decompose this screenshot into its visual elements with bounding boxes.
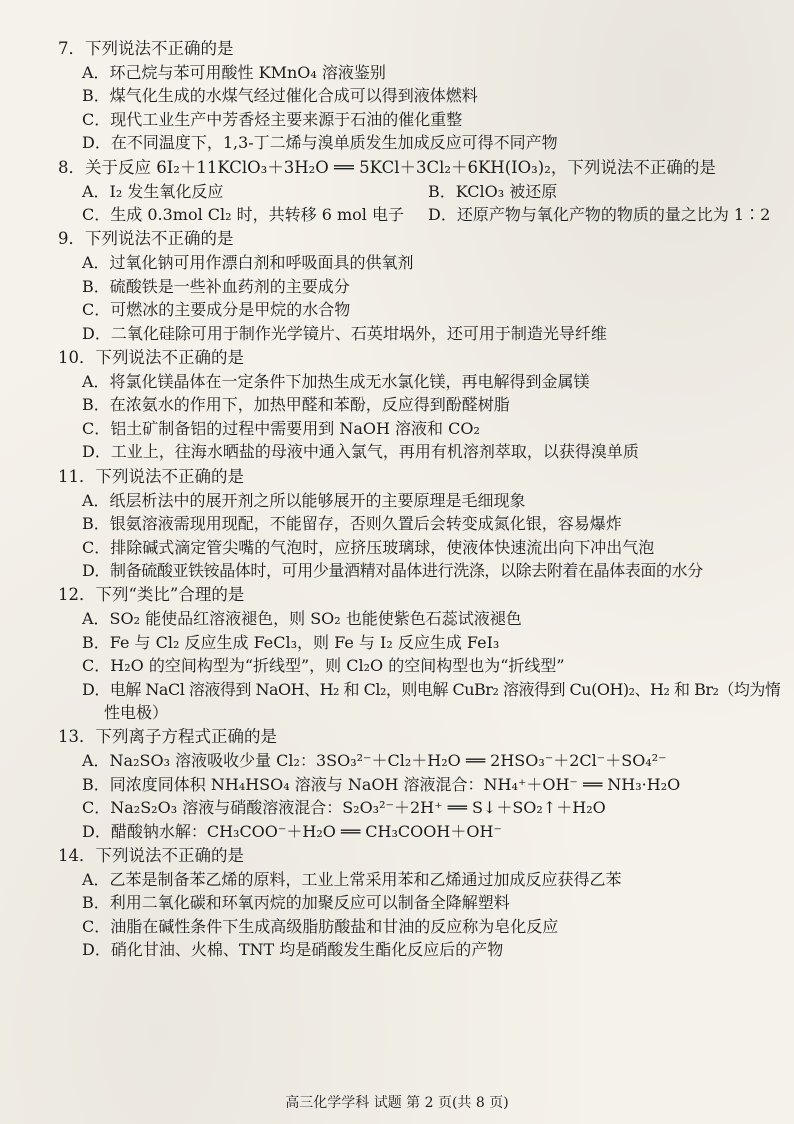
option-b: B．同浓度同体积 NH₄HSO₄ 溶液与 NaOH 溶液混合：NH₄⁺＋OH⁻ ══ NH₃·H₂O: [82, 774, 681, 794]
option-c: C．生成 0.3mol Cl₂ 时，共转移 6 mol 电子: [82, 205, 405, 225]
option-d: D．硝化甘油、火棉、TNT 均是硝酸发生酯化反应后的产物: [82, 940, 504, 960]
option-c: C．Na₂S₂O₃ 溶液与硝酸溶液混合：S₂O₃²⁻＋2H⁺ ══ S↓＋SO₂↑＋H₂O: [82, 798, 606, 818]
option-d: D．电解 NaCl 溶液得到 NaOH、H₂ 和 Cl₂，则电解 CuBr₂ 溶液得到 Cu(OH)₂、H₂ 和 Br₂（均为惰: [82, 679, 781, 699]
option-d: D．工业上，往海水晒盐的母液中通入氯气，再用有机溶剂萃取，以获得溴单质: [82, 442, 639, 462]
option-a: A．环己烷与苯可用酸性 KMnO₄ 溶液鉴别: [82, 63, 386, 82]
option-b: B．硫酸铁是一些补血药剂的主要成分: [82, 276, 350, 296]
option-c: C．现代工业生产中芳香烃主要来源于石油的催化重整: [82, 109, 463, 129]
option-b: B．KClO₃ 被还原: [428, 181, 558, 201]
option-a: A．I₂ 发生氧化反应: [82, 181, 224, 201]
option-d-continuation: 性电极）: [104, 702, 169, 722]
question-13: [58, 724, 778, 843]
option-c: C．排除碱式滴定管尖嘴的气泡时，应挤压玻璃球，使液体快速流出向下冲出气泡: [82, 537, 655, 557]
option-a: A．将氯化镁晶体在一定条件下加热生成无水氯化镁，再电解得到金属镁: [82, 372, 590, 392]
question-7: [58, 36, 778, 155]
option-d: D．制备硫酸亚铁铵晶体时，可用少量酒精对晶体进行洗涤，以除去附着在晶体表面的水分: [82, 560, 703, 580]
option-b: B．利用二氧化碳和环氧丙烷的加聚反应可以制备全降解塑料: [82, 893, 510, 913]
question-stem: 14．下列说法不正确的是: [58, 845, 244, 865]
question-stem: 13．下列离子方程式正确的是: [58, 727, 277, 747]
option-c: C．H₂O 的空间构型为“折线型”，则 Cl₂O 的空间构型也为“折线型”: [82, 656, 565, 676]
option-d: D．还原产物与氧化产物的物质的量之比为 1∶2: [428, 205, 771, 225]
option-b: B．煤气化生成的水煤气经过催化合成可以得到液体燃料: [82, 86, 478, 106]
question-10: [58, 345, 778, 464]
question-stem: 11．下列说法不正确的是: [58, 466, 244, 486]
option-a: A．Na₂SO₃ 溶液吸收少量 Cl₂：3SO₃²⁻＋Cl₂＋H₂O ══ 2HSO₃⁻＋2Cl⁻＋SO₄²⁻: [82, 751, 667, 771]
option-row: [58, 203, 778, 226]
question-list: [58, 36, 781, 962]
option-d: D．在不同温度下，1,3-丁二烯与溴单质发生加成反应可得不同产物: [82, 133, 558, 153]
question-stem: 12．下列“类比”合理的是: [58, 585, 245, 605]
page-footer: 高三化学学科 试题 第 2 页(共 8 页): [285, 1095, 509, 1111]
question-12: [58, 582, 781, 724]
option-a: A．过氧化钠可用作漂白剂和呼吸面具的供氧剂: [82, 253, 414, 273]
option-a: A．乙苯是制备苯乙烯的原料，工业上常采用苯和乙烯通过加成反应获得乙苯: [82, 869, 622, 889]
option-c: C．可燃冰的主要成分是甲烷的水合物: [82, 300, 351, 320]
option-c: C．油脂在碱性条件下生成高级脂肪酸盐和甘油的反应称为皂化反应: [82, 916, 559, 936]
question-8: [58, 155, 778, 227]
option-b: B．Fe 与 Cl₂ 反应生成 FeCl₃，则 Fe 与 I₂ 反应生成 FeI₃: [82, 632, 500, 652]
option-a: A．纸层析法中的展开剂之所以能够展开的主要原理是毛细现象: [82, 490, 526, 510]
option-a: A．SO₂ 能使品红溶液褪色，则 SO₂ 也能使紫色石蕊试液褪色: [82, 609, 522, 629]
option-c: C．铝土矿制备铝的过程中需要用到 NaOH 溶液和 CO₂: [82, 418, 480, 438]
question-14: [58, 843, 778, 962]
question-stem: 7．下列说法不正确的是: [58, 39, 234, 58]
question-stem: 9．下列说法不正确的是: [58, 229, 234, 249]
option-d: D．醋酸钠水解：CH₃COO⁻＋H₂O ══ CH₃COOH＋OH⁻: [82, 821, 502, 841]
question-stem: 8．关于反应 6I₂＋11KClO₃＋3H₂O ══ 5KCl＋3Cl₂＋6KH(IO₃)₂，下列说法不正确的是: [58, 157, 716, 177]
option-b: B．银氨溶液需现用现配，不能留存，否则久置后会转变成氮化银，容易爆炸: [82, 514, 622, 534]
question-9: [58, 226, 778, 345]
question-11: [58, 464, 778, 583]
option-d: D．二氧化硅除可用于制作光学镜片、石英坩埚外，还可用于制造光导纤维: [82, 323, 607, 343]
option-b: B．在浓氨水的作用下，加热甲醛和苯酚，反应得到酚醛树脂: [82, 395, 510, 415]
question-stem: 10．下列说法不正确的是: [58, 348, 244, 368]
option-row: [58, 180, 778, 203]
